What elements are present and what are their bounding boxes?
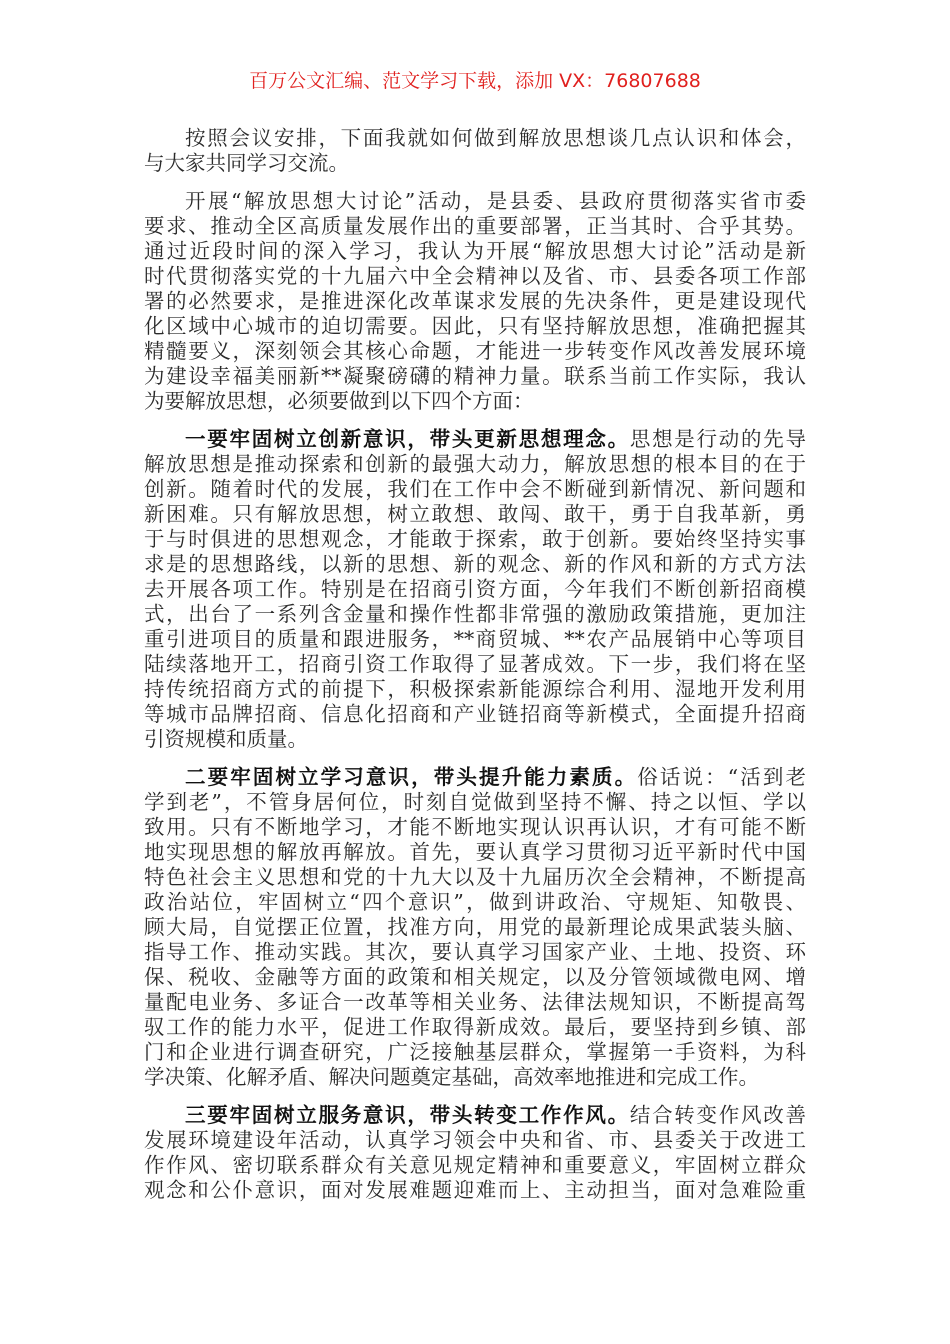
paragraph [144, 427, 806, 752]
text-line [144, 965, 806, 990]
line-text: 按照会议安排，下面我就如何做到解放思想谈几点认识和体会， [185, 126, 806, 150]
paragraph-heading: 二要牢固树立学习意识，带头提升能力素质。 [185, 765, 638, 789]
line-text: 驭工作的能力水平，促进工作取得新成效。最后，要坚持到乡镇、部 [144, 1015, 806, 1039]
line-text: 为要解放思想，必须要做到以下四个方面： [144, 389, 534, 413]
text-line [144, 1128, 806, 1153]
line-text: 与大家共同学习交流。 [144, 151, 349, 175]
line-text: 思想是行动的先导 [629, 427, 807, 451]
text-line [144, 477, 806, 502]
text-line [144, 552, 806, 577]
line-text: 门和企业进行调查研究，广泛接触基层群众，掌握第一手资料，为科 [144, 1040, 806, 1064]
paragraph-heading: 三要牢固树立服务意识，带头转变工作作风。 [185, 1103, 630, 1127]
line-text: 创新。随着时代的发展，我们在工作中会不断碰到新情况、新问题和 [144, 477, 806, 501]
document-body [144, 126, 806, 1216]
text-line [144, 1178, 806, 1203]
text-line [144, 602, 806, 627]
line-text: 结合转变作风改善 [629, 1103, 807, 1127]
line-text: 指导工作、推动实践。其次，要认真学习国家产业、土地、投资、环 [144, 940, 806, 964]
text-line [144, 765, 806, 790]
text-line [144, 677, 806, 702]
text-line [144, 339, 806, 364]
text-line [144, 990, 806, 1015]
line-text: 等城市品牌招商、信息化招商和产业链招商等新模式，全面提升招商 [144, 702, 806, 726]
line-text: 陆续落地开工，招商引资工作取得了显著成效。下一步，我们将在坚 [144, 652, 806, 676]
line-text: 特色社会主义思想和党的十九大以及十九届历次全会精神，不断提高 [144, 865, 806, 889]
text-line [144, 214, 806, 239]
line-text: 地实现思想的解放再解放。首先，要认真学习贯彻习近平新时代中国 [144, 840, 806, 864]
line-text: 量配电业务、多证合一改革等相关业务、法律法规知识，不断提高驾 [144, 990, 806, 1014]
line-text: 署的必然要求，是推进深化改革谋求发展的先决条件，更是建设现代 [144, 289, 806, 313]
text-line [144, 502, 806, 527]
line-text: 重引进项目的质量和跟进服务，**商贸城、**农产品展销中心等项目 [144, 627, 806, 651]
text-line [144, 652, 806, 677]
text-line [144, 1065, 806, 1090]
text-line [144, 289, 806, 314]
line-text: 观念和公仆意识，面对发展难题迎难而上、主动担当，面对急难险重 [144, 1178, 806, 1202]
line-text: 精髓要义，深刻领会其核心命题，才能进一步转变作风改善发展环境 [144, 339, 806, 363]
line-text: 致用。只有不断地学习，才能不断地实现认识再认识，才有可能不断 [144, 815, 806, 839]
text-line [144, 239, 806, 264]
text-line [144, 890, 806, 915]
text-line [144, 727, 806, 752]
line-text: 学到老”，不管身居何位，时刻自觉做到坚持不懈、持之以恒、学以 [144, 790, 806, 814]
line-text: 去开展各项工作。特别是在招商引资方面，今年我们不断创新招商模 [144, 577, 806, 601]
paragraph-heading: 一要牢固树立创新意识，带头更新思想理念。 [185, 427, 630, 451]
text-line [144, 865, 806, 890]
text-line [144, 840, 806, 865]
text-line [144, 364, 806, 389]
watermark-banner: 百万公文汇编、范文学习下载，添加 VX：76807688 [249, 70, 701, 92]
text-line [144, 314, 806, 339]
paragraph [144, 126, 806, 176]
line-text: 保、税收、金融等方面的政策和相关规定，以及分管领域微电网、增 [144, 965, 806, 989]
text-line [144, 427, 806, 452]
line-text: 通过近段时间的深入学习，我认为开展“解放思想大讨论”活动是新 [144, 239, 806, 263]
text-line [144, 1153, 806, 1178]
text-line [144, 189, 806, 214]
text-line [144, 1040, 806, 1065]
line-text: 顾大局，自觉摆正位置，找准方向，用党的最新理论成果武装头脑、 [144, 915, 806, 939]
line-text: 俗话说：“活到老 [637, 765, 806, 789]
line-text: 持传统招商方式的前提下，积极探索新能源综合利用、湿地开发利用 [144, 677, 806, 701]
line-text: 政治站位，牢固树立“四个意识”，做到讲政治、守规矩、知敬畏、 [144, 890, 806, 914]
line-text: 于与时俱进的思想观念，才能敢于探索，敢于创新。要始终坚持实事 [144, 527, 806, 551]
text-line [144, 264, 806, 289]
text-line [144, 452, 806, 477]
text-line [144, 815, 806, 840]
text-line [144, 1015, 806, 1040]
paragraph [144, 765, 806, 1090]
text-line [144, 151, 806, 176]
line-text: 引资规模和质量。 [144, 727, 308, 751]
line-text: 化区域中心城市的迫切需要。因此，只有坚持解放思想，准确把握其 [144, 314, 806, 338]
line-text: 学决策、化解矛盾、解决问题奠定基础，高效率地推进和完成工作。 [144, 1065, 759, 1089]
text-line [144, 126, 806, 151]
paragraph [144, 189, 806, 414]
text-line [144, 527, 806, 552]
text-line [144, 940, 806, 965]
line-text: 解放思想是推动探索和创新的最强大动力，解放思想的根本目的在于 [144, 452, 806, 476]
line-text: 开展“解放思想大讨论”活动，是县委、县政府贯彻落实省市委 [185, 189, 806, 213]
line-text: 为建设幸福美丽新**凝聚磅礴的精神力量。联系当前工作实际，我认 [144, 364, 806, 388]
line-text: 要求、推动全区高质量发展作出的重要部署，正当其时、合乎其势。 [144, 214, 806, 238]
line-text: 作作风、密切联系群众有关意见规定精神和重要意义，牢固树立群众 [144, 1153, 806, 1177]
text-line [144, 1103, 806, 1128]
paragraph [144, 1103, 806, 1203]
text-line [144, 577, 806, 602]
line-text: 式，出台了一系列含金量和操作性都非常强的激励政策措施，更加注 [144, 602, 806, 626]
text-line [144, 627, 806, 652]
line-text: 时代贯彻落实党的十九届六中全会精神以及省、市、县委各项工作部 [144, 264, 806, 288]
line-text: 新困难。只有解放思想，树立敢想、敢闯、敢干，勇于自我革新，勇 [144, 502, 806, 526]
text-line [144, 915, 806, 940]
line-text: 求是的思想路线，以新的思想、新的观念、新的作风和新的方式方法 [144, 552, 806, 576]
text-line [144, 702, 806, 727]
text-line [144, 389, 806, 414]
line-text: 发展环境建设年活动，认真学习领会中央和省、市、县委关于改进工 [144, 1128, 806, 1152]
text-line [144, 790, 806, 815]
